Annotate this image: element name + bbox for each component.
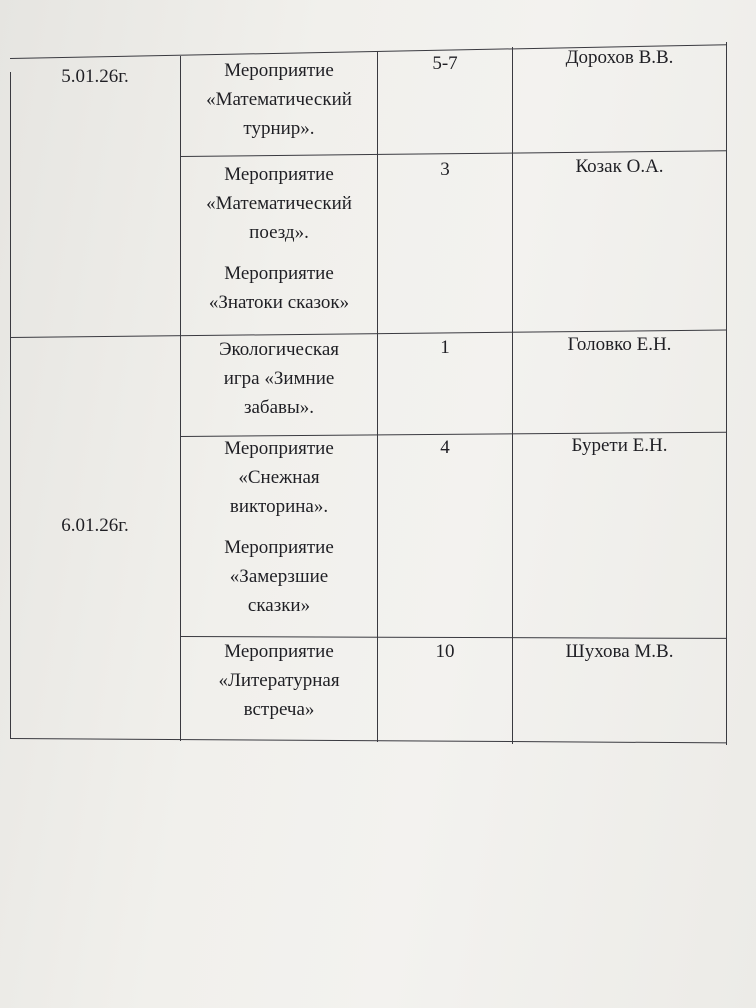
event-line: забавы». bbox=[243, 397, 315, 418]
event-line: «Литературная bbox=[218, 670, 340, 691]
grade-cell bbox=[379, 637, 511, 666]
responsible-name: Козак О.А. bbox=[575, 156, 664, 177]
responsible-name: Головко Е.Н. bbox=[567, 334, 672, 355]
event-line: «Математический bbox=[206, 193, 352, 214]
responsible-cell bbox=[514, 431, 725, 460]
responsible-cell bbox=[514, 152, 725, 181]
event-line: «Знатоки сказок» bbox=[208, 292, 350, 313]
event-line: Мероприятие bbox=[224, 60, 334, 81]
grade-cell bbox=[379, 49, 511, 78]
responsible-name: Шухова М.В. bbox=[565, 641, 674, 662]
event-name bbox=[182, 637, 376, 724]
event-name bbox=[182, 533, 376, 620]
grade-cell bbox=[379, 333, 511, 362]
column-divider bbox=[377, 51, 378, 742]
responsible-cell bbox=[514, 330, 725, 359]
grade-cell bbox=[379, 155, 511, 184]
table-right-border bbox=[726, 42, 727, 745]
event-name bbox=[182, 56, 376, 143]
grade-text: 4 bbox=[440, 437, 450, 458]
event-line: сказки» bbox=[247, 595, 311, 616]
event-line: поезд». bbox=[249, 222, 309, 243]
event-line: «Математический bbox=[206, 89, 352, 110]
grade-text: 5-7 bbox=[432, 53, 458, 74]
event-name bbox=[182, 434, 376, 521]
grade-cell bbox=[379, 433, 511, 462]
event-name bbox=[182, 259, 376, 317]
event-cell bbox=[182, 335, 376, 422]
event-line: Мероприятие bbox=[224, 263, 334, 284]
responsible-name: Дорохов В.В. bbox=[565, 47, 674, 68]
responsible-cell bbox=[514, 43, 725, 72]
event-cell bbox=[182, 160, 376, 317]
event-line: Экологическая bbox=[218, 339, 339, 360]
date-cell bbox=[12, 62, 178, 91]
event-line: турнир». bbox=[243, 118, 315, 139]
date-cell bbox=[12, 511, 178, 540]
event-line: Мероприятие bbox=[224, 438, 334, 459]
event-line: «Снежная bbox=[238, 467, 320, 488]
event-cell bbox=[182, 637, 376, 724]
event-name bbox=[182, 335, 376, 422]
responsible-name: Бурети Е.Н. bbox=[571, 435, 668, 456]
event-line: Мероприятие bbox=[224, 164, 334, 185]
grade-text: 1 bbox=[440, 337, 450, 358]
grade-text: 10 bbox=[435, 641, 455, 662]
table-left-border bbox=[10, 72, 11, 739]
event-line: игра «Зимние bbox=[223, 368, 335, 389]
date-text: 5.01.26г. bbox=[61, 66, 129, 87]
event-line: Мероприятие bbox=[224, 641, 334, 662]
grade-text: 3 bbox=[440, 159, 450, 180]
event-cell bbox=[182, 56, 376, 143]
event-cell bbox=[182, 434, 376, 620]
column-divider bbox=[512, 47, 513, 744]
date-text: 6.01.26г. bbox=[61, 515, 129, 536]
event-line: «Замерзшие bbox=[229, 566, 329, 587]
responsible-cell bbox=[514, 637, 725, 666]
event-name bbox=[182, 160, 376, 247]
table-bottom-border bbox=[11, 738, 727, 743]
event-line: викторина». bbox=[229, 496, 329, 517]
column-divider bbox=[180, 56, 181, 741]
event-line: встреча» bbox=[243, 699, 315, 720]
event-line: Мероприятие bbox=[224, 537, 334, 558]
